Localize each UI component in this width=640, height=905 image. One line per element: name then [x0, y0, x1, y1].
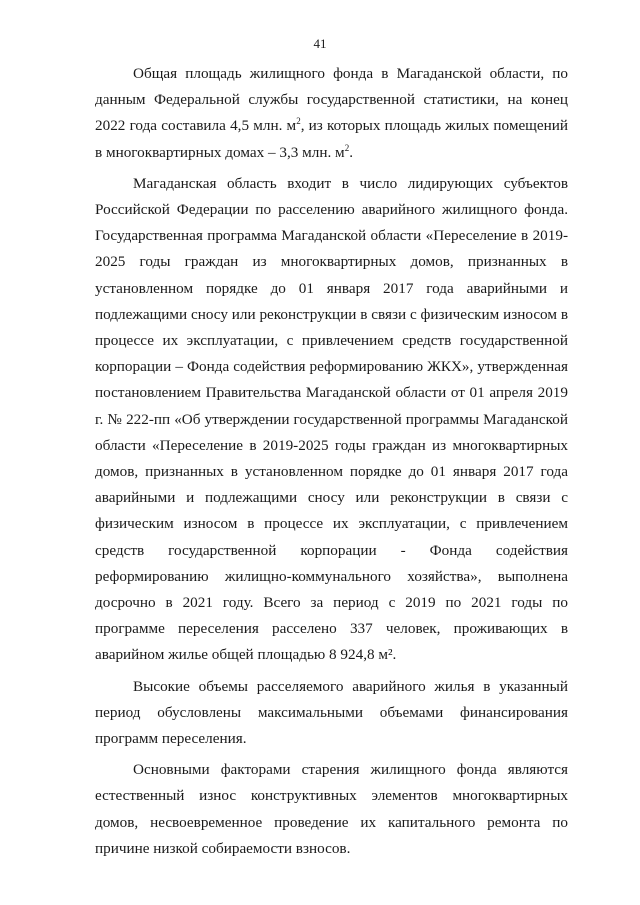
- text-segment: .: [349, 143, 353, 161]
- page-number: 41: [313, 36, 327, 51]
- superscript: 2: [296, 116, 301, 127]
- document-body: [95, 61, 568, 862]
- paragraph-aging-factors: [95, 757, 568, 862]
- text-segment: Общая площадь жилищного фонда в Магаданской области, по данным Федеральной службы государственной статистики, на конец 2022 года составила 4,5 млн. м: [95, 65, 568, 135]
- paragraph-high-volumes: [95, 674, 568, 753]
- paragraph-housing-stock-area: [95, 61, 568, 166]
- text-segment: Основными факторами старения жилищного фонда являются естественный износ конструктивных элементов многоквартирных домов, несвоевременное проведение их капитального ремонта по причине низкой собираемости взносов.: [95, 761, 568, 857]
- superscript: 2: [344, 142, 350, 153]
- text-segment: , из которых площадь жилых помещений в многоквартирных домах – 3,3 млн. м: [95, 117, 568, 161]
- text-segment: Магаданская область входит в число лидирующих субъектов Российской Федерации по расселению аварийного жилищного фонда. Государственная программа Магаданской области «Переселение в 2019-2025 годы граждан из многоквартирных домов, признанных в установленном порядке до 01 января 2017 года аварийными и подлежащими сносу или реконструкции в связи с физическим износом в процессе их эксплуатации, с привлечением средств государственной корпорации – Фонда содействия реформированию ЖКХ», утвержденная постановлением Правительства Магаданской области от 01 апреля 2019 г. № 222-пп «Об утверждении государственной программы Магаданской области «Переселение в 2019-2025 годы граждан из многоквартирных домов, признанных в установленном порядке до 01 января 2017 года аварийными и подлежащими сносу или реконструкции в связи с физическим износом в процессе их эксплуатации, с привлечением средств государственной корпорации - Фонда содействия реформированию жилищно-коммунального хозяйства», выполнена досрочно в 2021 году. Всего за период с 2019 по 2021 годы по программе переселения расселено 337 человек, проживающих в аварийном жилье общей площадью 8 924,8 м².: [95, 174, 568, 664]
- text-segment: Высокие объемы расселяемого аварийного жилья в указанный период обусловлены максимальными объемами финансирования программ переселения.: [95, 677, 568, 748]
- paragraph-resettlement-program: [95, 171, 568, 669]
